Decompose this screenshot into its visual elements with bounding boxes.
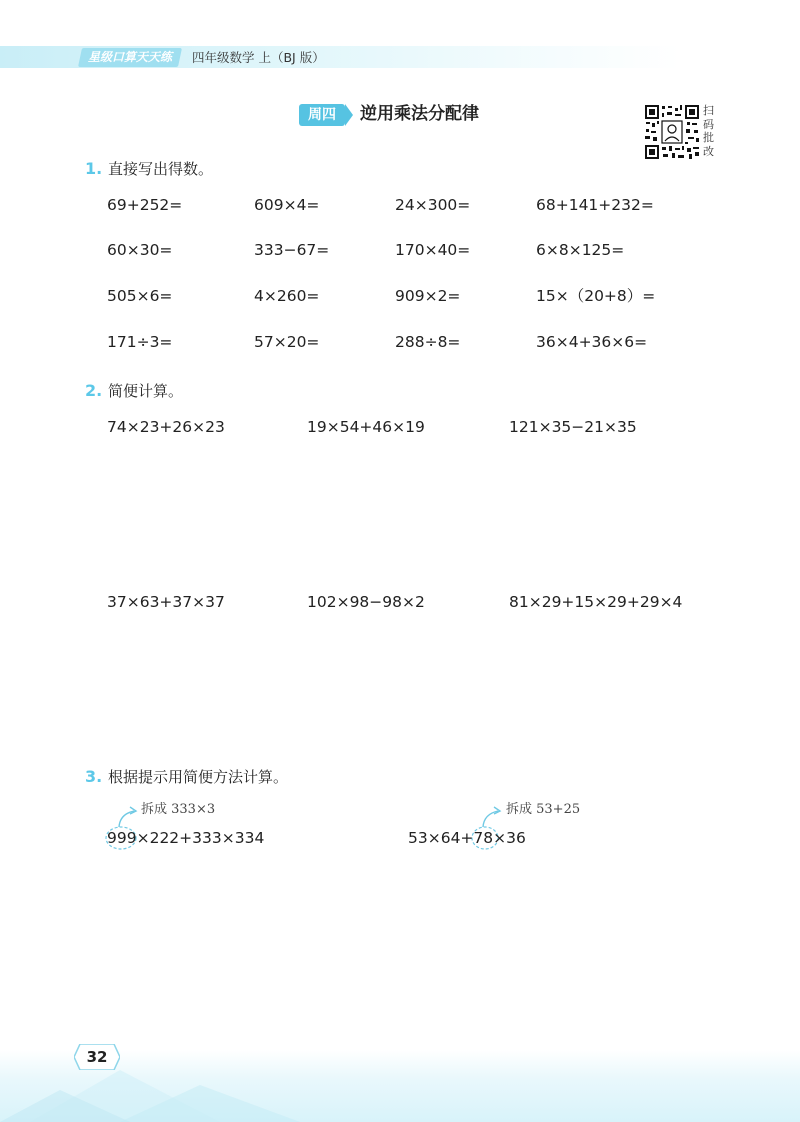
section1-expr: 288÷8= [395, 333, 461, 351]
brand-tag [78, 48, 182, 67]
expr-rest: ×222+333×334 [136, 829, 265, 847]
qr-label [703, 104, 719, 158]
section3-expr [408, 828, 526, 848]
lesson-title: 逆用乘法分配律 [360, 104, 479, 124]
qr-label-char: 扫 [703, 104, 714, 117]
book-info: 四年级数学 上（BJ 版） [192, 50, 325, 65]
section3-title: 根据提示用简便方法计算。 [108, 768, 289, 786]
circled-number: 78 [473, 829, 494, 847]
section2-expr: 81×29+15×29+29×4 [509, 593, 683, 611]
section1-expr: 68+141+232= [536, 196, 654, 214]
section1-expr: 4×260= [254, 287, 320, 305]
day-badge-arrow [345, 104, 353, 126]
section1-title: 直接写出得数。 [108, 160, 214, 178]
section2-number: 2. [85, 381, 103, 400]
section2-expr: 74×23+26×23 [107, 418, 225, 436]
section2-expr: 37×63+37×37 [107, 593, 225, 611]
footer-decoration [0, 1040, 800, 1122]
split-hint: 拆成 333×3 [141, 802, 216, 817]
section3-expr [107, 828, 264, 848]
section1-expr: 909×2= [395, 287, 461, 305]
day-badge: 周四 [299, 104, 345, 126]
section1-expr: 69+252= [107, 196, 183, 214]
section2-expr: 19×54+46×19 [307, 418, 425, 436]
section2-expr: 102×98−98×2 [307, 593, 425, 611]
section1-expr: 170×40= [395, 241, 471, 259]
section1-expr: 609×4= [254, 196, 320, 214]
expr-rest: ×36 [493, 829, 526, 847]
section1-expr: 333−67= [254, 241, 330, 259]
split-hint: 拆成 53+25 [506, 802, 581, 817]
section2-title: 简便计算。 [108, 382, 184, 400]
qr-label-char: 码 [703, 117, 714, 131]
section1-expr: 171÷3= [107, 333, 173, 351]
section1-expr: 15×（20+8）= [536, 287, 656, 305]
section1-expr: 57×20= [254, 333, 320, 351]
section1-expr: 505×6= [107, 287, 173, 305]
qr-code-icon[interactable] [644, 104, 700, 160]
brand-text: 星级口算天天练 [88, 50, 173, 64]
section2-expr: 121×35−21×35 [509, 418, 637, 436]
section1-expr: 60×30= [107, 241, 173, 259]
section1-expr: 24×300= [395, 196, 471, 214]
section1-expr: 36×4+36×6= [536, 333, 648, 351]
expr-before: 53×64+ [408, 829, 474, 847]
section1-number: 1. [85, 159, 103, 178]
page-number: 32 [86, 1048, 108, 1066]
circled-number: 999 [107, 829, 137, 847]
section3-number: 3. [85, 767, 103, 786]
qr-label-char: 批 [703, 131, 714, 144]
section1-expr: 6×8×125= [536, 241, 625, 259]
qr-label-char: 改 [703, 144, 714, 158]
